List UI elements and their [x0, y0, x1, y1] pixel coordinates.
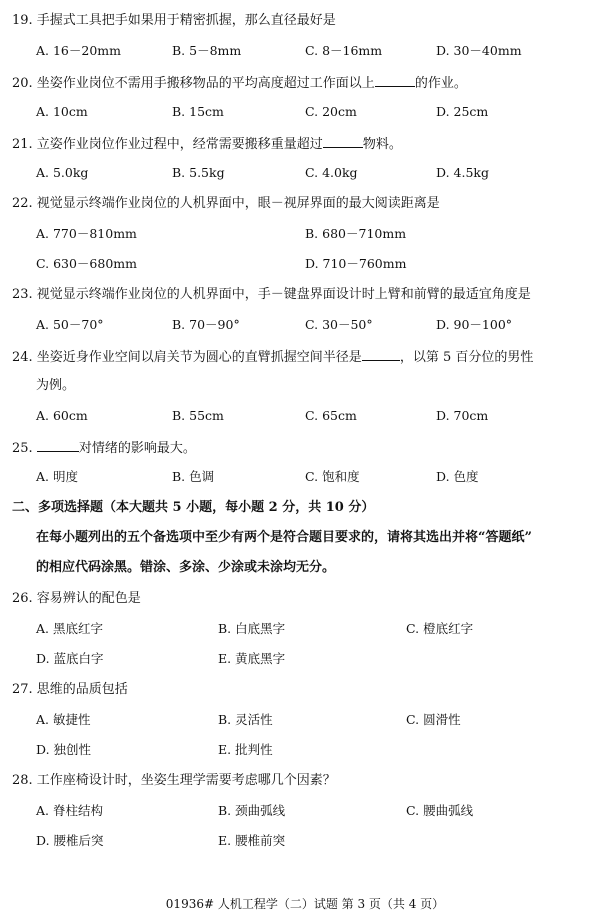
option-26-c: C. 橙底红字	[406, 621, 474, 636]
answer-blank	[362, 347, 400, 361]
question-23: 23. 视觉显示终端作业岗位的人机界面中，手－键盘界面设计时上臂和前臂的最适宜角度是	[12, 287, 531, 302]
question-24-text: 24. 坐姿近身作业空间以肩关节为圆心的直臂抓握空间半径是	[12, 350, 362, 365]
option-23-d: D. 90－100°	[436, 317, 513, 332]
section-instructions: 在每小题列出的五个备选项中至少有两个是符合题目要求的，请将其选出并将“答题纸”	[36, 530, 532, 545]
question-25-tail: 对情绪的影响最大。	[78, 441, 196, 456]
page-footer: 01936# 人机工程学（二）试题 第 3 页（共 4 页）	[165, 897, 445, 911]
option-21-b: B. 5.5kg	[172, 165, 225, 180]
option-22-c: C. 630－680mm	[36, 256, 137, 271]
answer-blank	[375, 73, 415, 87]
option-22-a: A. 770－810mm	[36, 226, 137, 241]
option-26-a: A. 黑底红字	[36, 621, 103, 636]
option-23-c: C. 30－50°	[305, 317, 373, 332]
question-20-text: 20. 坐姿作业岗位不需用手搬移物品的平均高度超过工作面以上	[12, 76, 375, 91]
answer-blank	[37, 438, 79, 452]
option-28-e: E. 腰椎前突	[218, 833, 286, 848]
option-23-a: A. 50－70°	[36, 317, 104, 332]
question-20	[12, 73, 467, 93]
option-26-e: E. 黄底黑字	[218, 651, 286, 666]
question-19: 19. 手握式工具把手如果用于精密抓握，那么直径最好是	[12, 13, 336, 28]
option-21-a: A. 5.0kg	[36, 165, 89, 180]
question-24-continued: 为例。	[36, 378, 76, 393]
question-21	[12, 134, 402, 154]
question-20-tail: 的作业。	[414, 76, 467, 91]
option-25-b: B. 色调	[172, 469, 215, 484]
option-27-d: D. 独创性	[36, 742, 92, 757]
question-25-number: 25.	[12, 441, 37, 456]
option-25-a: A. 明度	[36, 469, 78, 484]
question-26: 26. 容易辨认的配色是	[12, 591, 141, 606]
option-24-d: D. 70cm	[436, 408, 489, 423]
option-27-a: A. 敏捷性	[36, 712, 91, 727]
option-19-c: C. 8－16mm	[305, 43, 383, 58]
option-25-c: C. 饱和度	[305, 469, 360, 484]
section-instructions-continued: 的相应代码涂黑。错涂、多涂、少涂或未涂均无分。	[36, 560, 336, 575]
option-24-c: C. 65cm	[305, 408, 357, 423]
option-28-b: B. 颈曲弧线	[218, 803, 286, 818]
option-27-b: B. 灵活性	[218, 712, 273, 727]
option-25-d: D. 色度	[436, 469, 479, 484]
option-19-d: D. 30－40mm	[436, 43, 522, 58]
option-19-b: B. 5－8mm	[172, 43, 242, 58]
option-27-c: C. 圆滑性	[406, 712, 461, 727]
option-26-d: D. 蓝底白字	[36, 651, 104, 666]
option-28-a: A. 脊柱结构	[36, 803, 103, 818]
option-28-c: C. 腰曲弧线	[406, 803, 474, 818]
option-20-c: C. 20cm	[305, 104, 357, 119]
answer-blank	[323, 134, 363, 148]
option-28-d: D. 腰椎后突	[36, 833, 104, 848]
option-23-b: B. 70－90°	[172, 317, 240, 332]
option-19-a: A. 16－20mm	[36, 43, 121, 58]
question-21-text: 21. 立姿作业岗位作业过程中，经常需要搬移重量超过	[12, 137, 323, 152]
option-24-b: B. 55cm	[172, 408, 224, 423]
question-27: 27. 思维的品质包括	[12, 682, 128, 697]
section-title: 二、多项选择题（本大题共 5 小题，每小题 2 分，共 10 分）	[12, 500, 375, 515]
option-24-a: A. 60cm	[36, 408, 88, 423]
question-22: 22. 视觉显示终端作业岗位的人机界面中，眼－视屏界面的最大阅读距离是	[12, 196, 440, 211]
question-21-tail: 物料。	[362, 137, 402, 152]
question-25	[12, 438, 196, 458]
question-28: 28. 工作座椅设计时，坐姿生理学需要考虑哪几个因素？	[12, 773, 336, 788]
question-24-tail: ，以第 5 百分位的男性	[399, 350, 534, 365]
option-20-b: B. 15cm	[172, 104, 224, 119]
option-26-b: B. 白底黑字	[218, 621, 286, 636]
option-20-d: D. 25cm	[436, 104, 489, 119]
option-21-d: D. 4.5kg	[436, 165, 489, 180]
option-21-c: C. 4.0kg	[305, 165, 358, 180]
option-22-b: B. 680－710mm	[305, 226, 407, 241]
option-20-a: A. 10cm	[36, 104, 88, 119]
option-22-d: D. 710－760mm	[305, 256, 407, 271]
option-27-e: E. 批判性	[218, 742, 273, 757]
question-24	[12, 347, 533, 367]
